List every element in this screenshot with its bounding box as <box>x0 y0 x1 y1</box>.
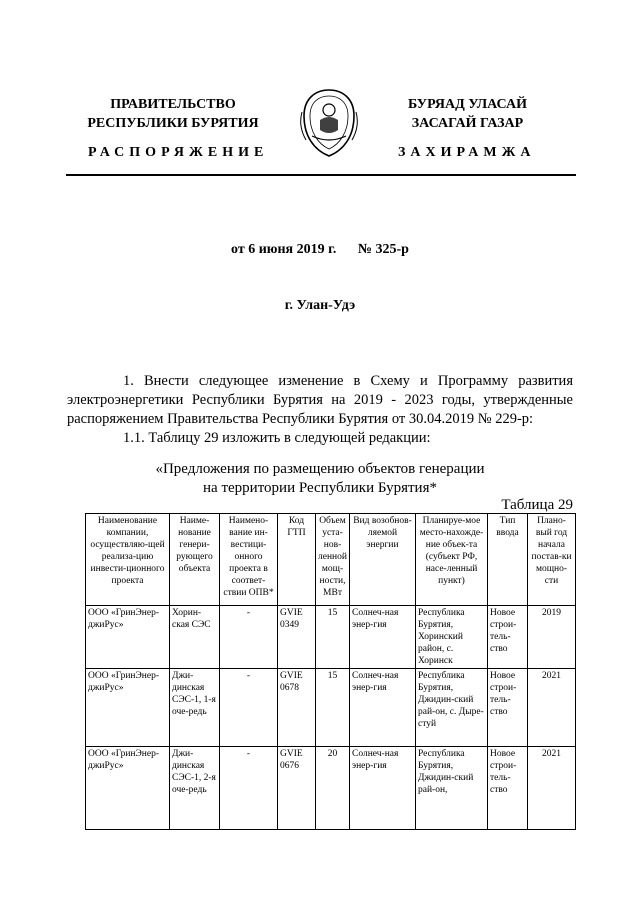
header-generating-object: Наиме-нование генери-рующего объекта <box>170 514 220 606</box>
cell-start-year: 2021 <box>528 669 576 747</box>
header-energy-type: Вид возобнов-ляемой энергии <box>350 514 416 606</box>
paragraph-1 <box>67 372 573 429</box>
cell-start-year: 2021 <box>528 747 576 830</box>
header-start-year: Плано-вый год начала постав-ки мощно-сти <box>528 514 576 606</box>
table-row <box>86 747 576 830</box>
cell-gtp-code: GVIE 0676 <box>278 747 316 830</box>
cell-location: Республика Бурятия, Джидин-ский рай-он, с. Дыре-стуй <box>416 669 488 747</box>
order-title-ru: РАСПОРЯЖЕНИЕ <box>88 145 269 160</box>
cell-object: Хорин-ская СЭС <box>170 606 220 669</box>
cell-energy-type: Солнеч-ная энер-гия <box>350 606 416 669</box>
cell-company: ООО «ГринЭнер-джиРус» <box>86 669 170 747</box>
government-title-bur-line1: БУРЯАД УЛАСАЙ <box>408 97 527 112</box>
cell-input-type: Новое строи-тель-ство <box>488 747 528 830</box>
government-title-ru <box>68 95 278 133</box>
document-number: № 325-р <box>357 242 409 257</box>
cell-energy-type: Солнеч-ная энер-гия <box>350 747 416 830</box>
header-location: Планируе-мое место-нахожде-ние объек-та (субъект РФ, насе-ленный пункт) <box>416 514 488 606</box>
table-title <box>67 460 573 498</box>
cell-energy-type: Солнеч-ная энер-гия <box>350 669 416 747</box>
paragraph-1-1-text: 1.1. Таблицу 29 изложить в следующей редакции: <box>123 430 431 446</box>
header-divider <box>66 174 576 176</box>
cell-company: ООО «ГринЭнер-джиРус» <box>86 606 170 669</box>
paragraph-1-1 <box>67 429 573 448</box>
cell-capacity: 15 <box>316 669 350 747</box>
header-project-name: Наимено-вание ин-вестици-онного проекта в соответ-ствии ОПВ* <box>220 514 278 606</box>
cell-start-year: 2019 <box>528 606 576 669</box>
header-input-type: Тип ввода <box>488 514 528 606</box>
table-row <box>86 669 576 747</box>
cell-capacity: 20 <box>316 747 350 830</box>
paragraph-1-text: 1. Внести следующее изменение в Схему и Программу развития электроэнергетики Республики Бурятия на 2019 - 2023 годы, утвержденные распоряжением Правительства Республики Бурятия от 30.04.2019 № 229-р: <box>67 373 573 427</box>
table-title-line1: «Предложения по размещению объектов генерации <box>155 461 485 477</box>
government-title-bur <box>375 95 560 133</box>
cell-input-type: Новое строи-тель-ство <box>488 606 528 669</box>
cell-location: Республика Бурятия, Джидин-ский рай-он, <box>416 747 488 830</box>
date-number-line <box>0 242 640 258</box>
cell-object: Джи-динская СЭС-1, 2-я оче-редь <box>170 747 220 830</box>
order-title-bur: ЗАХИРАМЖА <box>398 145 536 160</box>
government-title-ru-line1: ПРАВИТЕЛЬСТВО <box>110 97 236 112</box>
table-label: Таблица 29 <box>501 497 573 513</box>
generation-table <box>85 513 576 830</box>
cell-project: - <box>220 747 278 830</box>
header-company: Наименование компании, осуществляю-щей реализа-цию инвести-ционного проекта <box>86 514 170 606</box>
cell-gtp-code: GVIE 0349 <box>278 606 316 669</box>
header-capacity: Объем уста-нов-ленной мощ-ности, МВт <box>316 514 350 606</box>
cell-project: - <box>220 669 278 747</box>
cell-project: - <box>220 606 278 669</box>
cell-object: Джи-динская СЭС-1, 1-я оче-редь <box>170 669 220 747</box>
table-title-line2: на территории Республики Бурятия* <box>203 480 437 496</box>
table-row <box>86 606 576 669</box>
cell-capacity: 15 <box>316 606 350 669</box>
header-gtp-code: Код ГТП <box>278 514 316 606</box>
cell-company: ООО «ГринЭнер-джиРус» <box>86 747 170 830</box>
cell-input-type: Новое строи-тель-ство <box>488 669 528 747</box>
document-date: от 6 июня 2019 г. <box>231 242 337 257</box>
coat-of-arms-emblem <box>298 86 360 160</box>
cell-gtp-code: GVIE 0678 <box>278 669 316 747</box>
government-title-ru-line2: РЕСПУБЛИКИ БУРЯТИЯ <box>87 116 259 131</box>
cell-location: Республика Бурятия, Хоринский район, с. Хоринск <box>416 606 488 669</box>
table-header-row <box>86 514 576 606</box>
city-name: г. Улан-Удэ <box>284 298 356 313</box>
government-title-bur-line2: ЗАСАГАЙ ГАЗАР <box>411 116 524 131</box>
